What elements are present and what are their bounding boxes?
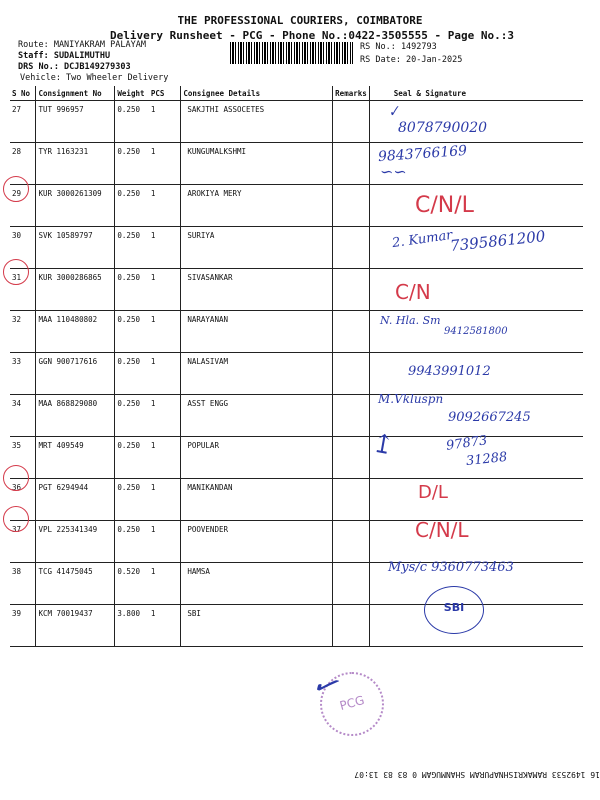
rs-date: RS Date: 20-Jan-2025 [360,55,463,65]
cell-consignment: SVK 10589797 [36,227,115,269]
cell-seal-signature [369,185,583,227]
table-row [10,353,583,395]
cell-remarks [333,479,370,521]
circle-mark-31 [3,259,29,285]
cell-seal-signature [369,521,583,563]
cell-weight: 0.250 [115,521,149,563]
cell-consignment: TCG 41475045 [36,563,115,605]
cell-remarks [333,563,370,605]
staff-label: Staff: SUDALIMUTHU [18,51,111,61]
cell-sno: 28 [10,143,36,185]
cell-sno: 39 [10,605,36,647]
circle-mark-29 [3,176,29,202]
cell-sno: 29 [10,185,36,227]
cell-consignment: MAA 110480802 [36,311,115,353]
cell-seal-signature [369,479,583,521]
cell-consignment: MRT 409549 [36,437,115,479]
cell-consignment: PGT 6294944 [36,479,115,521]
handwritten-phone-35b: 31288 [465,449,509,470]
footer-line: 16 1492533 RAMAKRISHNAPURAM SHANMUGAM 0 83 83 13:07 [354,770,600,779]
cell-consignee: POPULAR [181,437,333,479]
table-row [10,605,583,647]
cell-sno: 32 [10,311,36,353]
handwritten-phone-28: 9843766169 [377,142,468,166]
barcode [230,42,353,64]
rs-no: RS No.: 1492793 [360,42,437,52]
cell-weight: 0.250 [115,143,149,185]
cell-pcs: 1 [149,437,181,479]
cell-remarks [333,185,370,227]
cell-weight: 0.250 [115,311,149,353]
cell-sno: 38 [10,563,36,605]
handwritten-phone-33: 9943991012 [408,364,491,379]
table-row [10,479,583,521]
cell-weight: 0.250 [115,227,149,269]
cell-sno: 37 [10,521,36,563]
handwritten-phone-27: 8078790020 [398,120,488,136]
cell-consignment: KCM 70019437 [36,605,115,647]
cell-remarks [333,437,370,479]
cell-consignment: KUR 3000286865 [36,269,115,311]
remark-cnl-29: C/N/L [415,193,474,218]
cell-pcs: 1 [149,311,181,353]
cell-weight: 0.250 [115,353,149,395]
cell-pcs: 1 [149,521,181,563]
cell-weight: 0.520 [115,563,149,605]
table-row [10,143,583,185]
col-remarks: Remarks [333,86,370,101]
col-pcs: PCS [149,86,181,101]
handwritten-phone-30: 7395861200 [449,227,547,255]
cell-remarks [333,521,370,563]
cell-consignee: SBI [181,605,333,647]
cell-consignment: TUT 996957 [36,101,115,143]
cell-weight: 0.250 [115,101,149,143]
cell-consignee: AROKIYA MERY [181,185,333,227]
cell-consignee: ASST ENGG [181,395,333,437]
cell-remarks [333,605,370,647]
drs-label: DRS No.: DCJB149279303 [18,62,131,72]
vehicle-label: Vehicle: Two Wheeler Delivery [20,73,169,83]
signature-mark: ✓ [386,102,402,122]
cell-weight: 0.250 [115,185,149,227]
cell-consignment: GGN 900717616 [36,353,115,395]
tick-mark: ✓ [306,664,343,707]
cell-remarks [333,101,370,143]
cell-weight: 3.800 [115,605,149,647]
cell-pcs: 1 [149,479,181,521]
company-title: THE PROFESSIONAL COURIERS, COIMBATORE [177,14,423,27]
handwritten-name-30: 2. Kumar [391,227,454,252]
handwritten-phone-35a: 97873 [445,433,489,454]
cell-pcs: 1 [149,143,181,185]
cell-consignee: SURIYA [181,227,333,269]
cell-remarks [333,395,370,437]
handwritten-note-38: Mys/c 9360773463 [388,560,514,575]
signature-scribble: ∽∽ [380,162,407,181]
route-label: Route: MANIYAKRAM PALAYAM [18,40,146,50]
cell-remarks [333,353,370,395]
cell-remarks [333,269,370,311]
cell-consignee: MANIKANDAN [181,479,333,521]
col-consignee: Consignee Details [181,86,333,101]
cell-sno: 31 [10,269,36,311]
cell-consignee: SAKJTHI ASSOCETES [181,101,333,143]
cell-pcs: 1 [149,227,181,269]
cell-remarks [333,311,370,353]
cell-sno: 34 [10,395,36,437]
col-sno: S No [10,86,36,101]
table-row [10,185,583,227]
cell-consignment: TYR 1163231 [36,143,115,185]
col-seal-signature: Seal & Signature [369,86,583,101]
table-row [10,521,583,563]
cell-consignment: MAA 868829080 [36,395,115,437]
handwritten-phone-34: 9092667245 [448,410,531,425]
cell-sno: 35 [10,437,36,479]
cell-remarks [333,227,370,269]
sbi-stamp-text: SBI [443,601,465,614]
cell-weight: 0.250 [115,269,149,311]
runsheet-subtitle: Delivery Runsheet - PCG - Phone No.:0422-3505555 - Page No.:3 [110,29,514,42]
cell-sno: 36 [10,479,36,521]
cell-weight: 0.250 [115,395,149,437]
cell-consignee: HAMSA [181,563,333,605]
cell-remarks [333,143,370,185]
handwritten-phone-32: 9412581800 [444,326,508,337]
pcg-stamp-text: PCG [338,693,366,713]
table-header-row [10,86,583,101]
cell-consignment: VPL 225341349 [36,521,115,563]
cell-consignee: SIVASANKAR [181,269,333,311]
signature-34: M.Vkluspn [378,392,444,406]
cell-consignment: KUR 3000261309 [36,185,115,227]
table-row [10,269,583,311]
cell-pcs: 1 [149,101,181,143]
cell-weight: 0.250 [115,479,149,521]
cell-pcs: 1 [149,185,181,227]
remark-dl-36: D/L [418,482,448,503]
cell-pcs: 1 [149,395,181,437]
cell-pcs: 1 [149,563,181,605]
circle-mark-36 [3,465,29,491]
cell-sno: 33 [10,353,36,395]
cell-pcs: 1 [149,605,181,647]
cell-pcs: 1 [149,353,181,395]
sbi-stamp [424,586,484,634]
col-consignment: Consignment No [36,86,115,101]
cell-consignee: NALASIVAM [181,353,333,395]
col-weight: Weight [115,86,149,101]
signature-35: ↥ [369,428,397,462]
table-row [10,101,583,143]
remark-cnl-37: C/N/L [415,518,469,542]
handwritten-name-32: N. Hla. Sm [380,314,441,327]
cell-consignee: KUNGUMALKSHMI [181,143,333,185]
cell-pcs: 1 [149,269,181,311]
cell-weight: 0.250 [115,437,149,479]
circle-mark-37 [3,506,29,532]
cell-sno: 30 [10,227,36,269]
cell-consignee: NARAYANAN [181,311,333,353]
remark-cn-31: C/N [395,280,431,304]
cell-consignee: POOVENDER [181,521,333,563]
cell-sno: 27 [10,101,36,143]
